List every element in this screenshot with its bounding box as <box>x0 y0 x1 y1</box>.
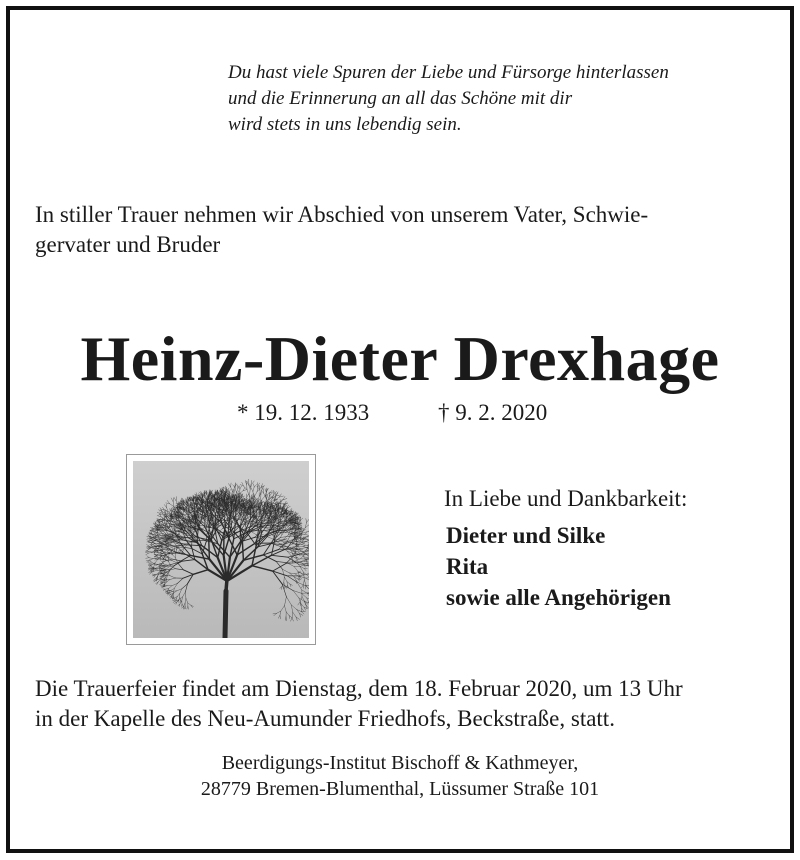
funeral-home-line: 28779 Bremen-Blumenthal, Lüssumer Straße 101 <box>200 778 600 800</box>
birth-date: * 19. 12. 1933 <box>237 400 370 425</box>
mourner-name: Rita <box>446 554 489 579</box>
poem-line: wird stets in uns lebendig sein. <box>228 114 462 135</box>
funeral-home <box>10 750 790 802</box>
mourner-name: Dieter und Silke <box>446 523 606 548</box>
intro-line: In stiller Trauer nehmen wir Abschied von unserem Vater, Schwie- <box>35 202 649 227</box>
poem-line: und die Erinnerung an all das Schöne mit dir <box>228 88 573 109</box>
poem-line: Du hast viele Spuren der Liebe und Fürsorge hinterlassen <box>228 62 669 83</box>
ceremony-info <box>35 674 683 734</box>
obituary-notice <box>6 6 794 853</box>
death-date: † 9. 2. 2020 <box>438 400 548 425</box>
ceremony-line: in der Kapelle des Neu-Aumunder Friedhofs, Beckstraße, statt. <box>35 706 615 731</box>
intro-text <box>35 200 775 260</box>
deceased-name: Heinz-Dieter Drexhage <box>80 323 720 394</box>
thanks-heading: In Liebe und Dankbarkeit: <box>444 486 688 511</box>
intro-line: gervater und Bruder <box>35 232 221 257</box>
memorial-photo <box>126 454 316 645</box>
tree-photo-icon <box>133 461 309 638</box>
mourner-name: sowie alle Angehörigen <box>446 585 671 610</box>
memorial-poem <box>228 60 669 138</box>
ceremony-line: Die Trauerfeier findet am Dienstag, dem 18. Februar 2020, um 13 Uhr <box>35 676 683 701</box>
funeral-home-line: Beerdigungs-Institut Bischoff & Kathmeyer, <box>221 752 579 774</box>
life-dates <box>10 398 790 428</box>
mourners-list <box>446 520 671 613</box>
